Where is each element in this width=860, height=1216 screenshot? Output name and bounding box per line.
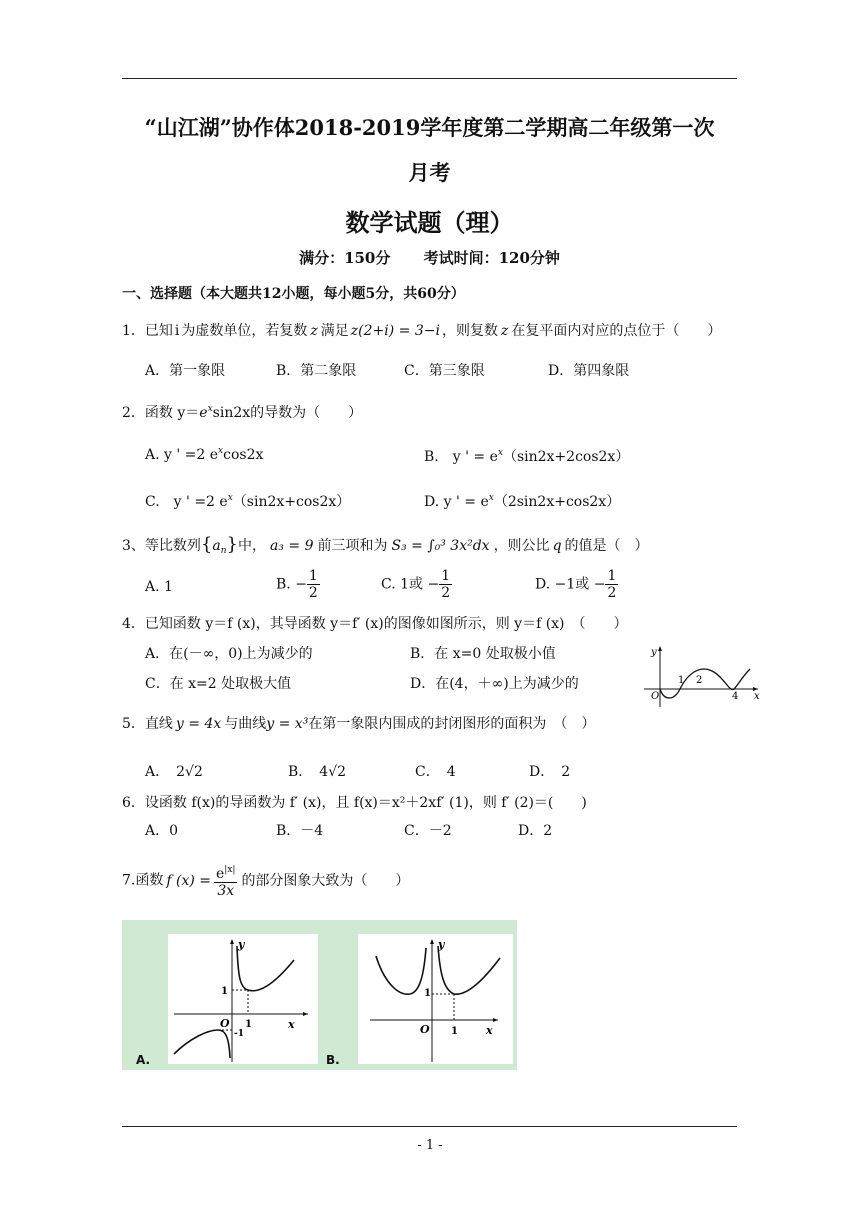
q2-d-text: D. y ' = e [424, 494, 489, 510]
q2-option-b: B. y ' = $e^x(\sin 2x+2\cos 2x)$ [424, 448, 630, 465]
q3-d-text: D. −1或 − [535, 576, 606, 593]
q7-fx: f (x) = [166, 872, 211, 889]
q7-graph-b [358, 934, 513, 1064]
q7-pre: 7.函数 [122, 872, 164, 889]
qb-one-x: 1 [451, 1026, 458, 1037]
q7-figure [122, 920, 517, 1070]
q7-panel-b [358, 934, 513, 1064]
q3-mid2: 前三项和为 [317, 538, 388, 554]
q5-line-eq: y = 4x [175, 716, 222, 732]
q2-a-text: A. y ' =2 e [145, 447, 219, 463]
question-5 [122, 713, 595, 733]
graph-y-label: y [651, 647, 657, 658]
qa-x: x [288, 1018, 295, 1031]
q2-pre: 2．函数 y＝ [122, 405, 200, 421]
q7-numerator [214, 862, 237, 883]
question-1 [122, 320, 721, 340]
q4-option-d: D．在(4，＋∞)上为减少的 [410, 676, 579, 692]
q7-post: 的部分图象大致为（ ） [241, 872, 410, 889]
q1-z2: z [500, 323, 509, 339]
q5-option-c: C． 4 [415, 764, 456, 780]
qa-one-x: 1 [245, 1019, 252, 1030]
q3-c-num: 1 [441, 568, 451, 584]
qb-one-y: 1 [424, 988, 431, 999]
q2-c-text: C. y ' =2 e [145, 494, 228, 510]
exam-title-line1: “山江湖”协作体2018-2019学年度第二学期高二年级第一次 [144, 115, 715, 140]
subject-title: 数学试题（理） [345, 208, 514, 237]
q1-z: z [310, 323, 318, 339]
q2-post: sin2x的导数为（ ） [212, 405, 363, 421]
q3-c-text: C. 1或 − [381, 576, 440, 593]
q6-option-c: C．－2 [404, 823, 452, 839]
q3-option-a: A. 1 [145, 579, 173, 595]
q5-option-d: D． 2 [529, 764, 571, 780]
q7-label-a: A. [136, 1053, 151, 1067]
q3-s3: S₃ = ∫₀³ 3x²dx [391, 538, 490, 554]
q7-num-sup: |x| [224, 865, 236, 875]
q6-option-a: A．0 [145, 823, 179, 839]
q2-b-text2: （sin2x+2cos2x） [502, 449, 630, 465]
q7-label-b: B. [326, 1053, 340, 1067]
section-heading: 一、选择题（本大题共12小题，每小题5分，共60分） [122, 286, 465, 302]
time-info: 考试时间：120分钟 [423, 249, 560, 267]
q2-option-a: A. y ' =2 $e^x\cos 2x$ [145, 446, 264, 463]
q1-i: i [174, 323, 180, 339]
graph-tick-2: 2 [696, 675, 703, 686]
question-4: 4．已知函数 y＝f (x)，其导函数 y＝f′ (x)的图像如图所示，则 y＝f (x) （ ） [122, 616, 628, 632]
q1-post: 在复平面内对应的点位于（ ） [511, 323, 722, 339]
q4-option-b: B．在 x=0 处取极小值 [410, 646, 556, 662]
qa-o: O [220, 1017, 230, 1030]
question-2: 2．函数 $y=e^x\sin 2x$的导数为（ ） [122, 404, 363, 421]
q7-num-e: e [216, 866, 225, 882]
graph-tick-4: 4 [732, 691, 739, 702]
q6-option-d: D．2 [518, 823, 553, 839]
q3-b-num: 1 [308, 568, 318, 584]
q7-graph-a [168, 934, 318, 1064]
q7-denominator: 3x [217, 883, 235, 899]
q1-option-a: A．第一象限 [145, 363, 226, 379]
q3-post: 的值是（ ） [564, 538, 649, 554]
q3-option-c [381, 568, 452, 601]
q5-option-a: A． 2√2 [145, 764, 203, 780]
qb-o: O [420, 1023, 430, 1036]
question-7 [122, 862, 409, 899]
q5-option-b: B． 4√2 [288, 764, 347, 780]
qb-x: x [486, 1024, 493, 1037]
q1-option-d: D．第四象限 [548, 363, 630, 379]
exam-title-line2: 月考 [408, 160, 451, 185]
graph-tick-1: 1 [678, 675, 685, 686]
q1-equation: z(2+i) = 3−i [350, 323, 440, 339]
q2-b-text: B. y ' = e [424, 449, 498, 465]
q3-option-d [535, 568, 618, 601]
q3-pre: 3、等比数列 [122, 538, 201, 554]
top-rule [122, 78, 737, 79]
q3-b-text: B. − [276, 576, 307, 593]
q1-mid2: 满足 [320, 323, 349, 339]
q3-q: q [552, 538, 562, 554]
q2-c-text2: （sin2x+cos2x） [232, 494, 351, 510]
q5-mid: 与曲线 [224, 716, 267, 732]
q1-option-c: C．第三象限 [404, 363, 485, 379]
q2-option-d: D. y ' = $e^x(2\sin 2x+\cos 2x)$ [424, 493, 621, 510]
q3-option-b [276, 568, 320, 601]
q5-pre: 5．直线 [122, 716, 173, 732]
question-3: 3、等比数列$\{a_n\}$中， a₃ = 9 前三项和为 S₃ = ∫₀³ 3x²dx ，则公比 q 的值是（ ） [122, 534, 649, 556]
q3-d-den: 2 [607, 585, 617, 601]
graph-x-label: x [754, 691, 760, 702]
page-number: - 1 - [417, 1138, 443, 1153]
q3-mid3: ，则公比 [493, 538, 550, 554]
q3-a3: a₃ = 9 [269, 538, 314, 554]
bottom-rule [122, 1126, 737, 1127]
derivative-graph [640, 643, 762, 709]
q1-pre: 1．已知 [122, 323, 173, 339]
q4-option-c: C．在 x=2 处取极大值 [145, 676, 292, 692]
q1-option-b: B．第二象限 [276, 363, 357, 379]
q2-a-text2: cos2x [223, 447, 264, 463]
graph-origin: O [651, 691, 660, 702]
q3-c-den: 2 [441, 585, 451, 601]
q5-curve-eq: y = x³ [266, 716, 309, 732]
qa-one-y: 1 [221, 986, 228, 997]
q1-mid3: ，则复数 [441, 323, 498, 339]
q6-option-b: B．－4 [276, 823, 324, 839]
q2-option-c: C. y ' =2 $e^x(\sin 2x+\cos 2x)$ [145, 493, 351, 510]
q4-option-a: A．在(－∞，0)上为减少的 [145, 646, 313, 662]
q1-mid1: 为虚数单位，若复数 [181, 323, 308, 339]
qb-y: y [438, 938, 445, 951]
q2-d-text2: （2sin2x+cos2x） [493, 494, 621, 510]
qa-neg1: -1 [234, 1029, 244, 1039]
q3-b-den: 2 [308, 585, 318, 601]
q3-d-num: 1 [607, 568, 617, 584]
exam-meta [122, 247, 737, 268]
qa-y: y [238, 938, 245, 951]
q3-mid1: 中， [237, 538, 266, 554]
q7-panel-a [168, 934, 318, 1064]
question-6: 6．设函数 f(x)的导函数为 f′ (x)，且 f(x)＝x²＋2xf′ (1)，则 f′ (2)＝( ) [122, 795, 587, 811]
score-info: 满分：150分 [299, 249, 391, 267]
q5-post: 在第一象限内围成的封闭图形的面积为 （ ） [308, 716, 596, 732]
